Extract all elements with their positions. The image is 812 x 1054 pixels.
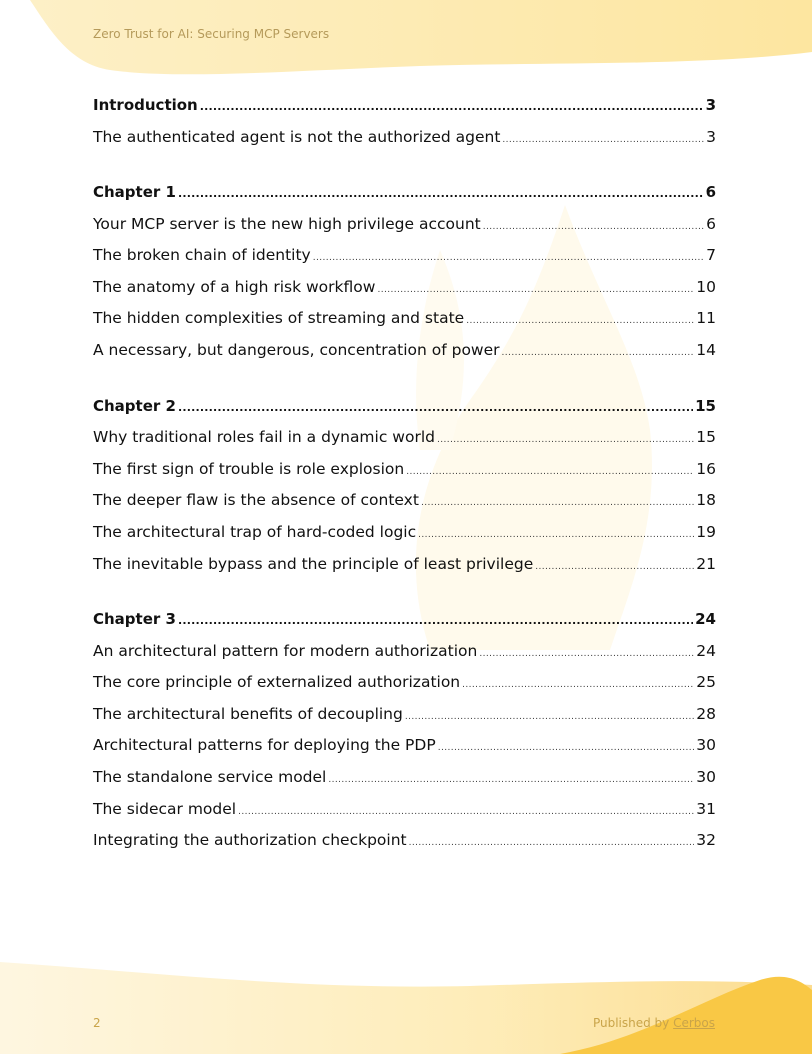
toc-section-entry[interactable] (93, 460, 716, 484)
toc-dot-leader (178, 187, 704, 200)
toc-entry-page: 30 (696, 768, 716, 786)
toc-entry-title: The authenticated agent is not the authorized agent (93, 127, 501, 146)
toc-dot-leader (178, 401, 693, 414)
toc-entry-page: 16 (696, 459, 716, 478)
toc-entry-title: Architectural patterns for deploying the PDP (93, 736, 436, 755)
toc-entry-title: The architectural trap of hard-coded logic (93, 522, 417, 541)
published-by-label: Published by (592, 1016, 670, 1030)
toc-dot-leader (238, 807, 694, 817)
toc-entry-title: Integrating the authorization checkpoint (93, 831, 407, 850)
toc-dot-leader (437, 435, 694, 445)
toc-entry-title: The first sign of trouble is role explosion (93, 459, 405, 478)
toc-entry-page: 24 (696, 641, 716, 660)
toc-dot-leader (418, 530, 694, 540)
toc-dot-leader (466, 316, 694, 326)
toc-entry-page: 3 (705, 96, 716, 114)
toc-dot-leader (479, 649, 694, 659)
publisher-link[interactable]: Cerbos (673, 1016, 715, 1030)
toc-entry-page: 15 (696, 428, 716, 447)
footer-publisher (593, 1016, 715, 1030)
toc-section-entry[interactable] (93, 705, 716, 729)
toc-entry-page: 7 (706, 246, 716, 265)
toc-dot-leader (406, 467, 694, 477)
toc-entry-title: Introduction (93, 96, 198, 114)
toc-dot-leader (502, 348, 695, 358)
toc-entry-title: The core principle of externalized authorization (93, 673, 461, 692)
toc-dot-leader (200, 100, 704, 113)
toc-entry-page: 10 (696, 277, 716, 296)
toc-dot-leader (462, 680, 694, 690)
toc-entry-page: 15 (695, 396, 716, 415)
toc-entry-page: 31 (696, 799, 716, 818)
toc-entry-page: 6 (705, 183, 716, 202)
toc-dot-leader (328, 775, 694, 785)
toc-entry-page: 28 (696, 704, 716, 723)
toc-dot-leader (409, 838, 695, 848)
toc-dot-leader (502, 135, 704, 145)
toc-section-entry[interactable] (93, 341, 716, 365)
toc-entry-title: Why traditional roles fail in a dynamic world (93, 428, 435, 447)
toc-entry-title: The inevitable bypass and the principle of least privilege (93, 554, 534, 573)
toc-section-entry[interactable] (93, 673, 716, 697)
toc-dot-leader (483, 222, 704, 232)
toc-dot-leader (421, 498, 694, 508)
toc-entry-page: 25 (696, 673, 716, 692)
toc-entry-title: The broken chain of identity (93, 246, 311, 265)
toc-entry-title: The standalone service model (93, 768, 327, 786)
table-of-contents (93, 96, 716, 863)
toc-dot-leader (405, 712, 694, 722)
toc-chapter-entry[interactable] (93, 610, 716, 634)
toc-entry-title: The deeper flaw is the absence of context (93, 491, 419, 510)
document-header-title: Zero Trust for AI: Securing MCP Servers (93, 27, 330, 41)
toc-entry-page: 11 (696, 309, 716, 328)
toc-entry-page: 21 (696, 554, 716, 573)
toc-entry-page: 32 (696, 831, 716, 850)
toc-section-entry[interactable] (93, 736, 716, 760)
toc-entry-title: The hidden complexities of streaming and state (93, 309, 465, 328)
toc-section-entry[interactable] (93, 523, 716, 547)
toc-section-entry[interactable] (93, 309, 716, 333)
toc-entry-title: The anatomy of a high risk workflow (93, 277, 376, 296)
toc-section-entry[interactable] (93, 128, 716, 152)
footer-page-number: 2 (93, 1016, 101, 1030)
toc-chapter-entry[interactable] (93, 183, 716, 207)
toc-entry-page: 18 (696, 491, 716, 510)
toc-section-entry[interactable] (93, 831, 716, 855)
toc-section-entry[interactable] (93, 642, 716, 666)
toc-entry-page: 14 (696, 341, 716, 360)
toc-subsection-entry[interactable] (93, 800, 716, 824)
toc-entry-title: Chapter 3 (93, 610, 176, 629)
toc-dot-leader (535, 562, 694, 572)
toc-entry-page: 3 (706, 127, 716, 146)
toc-entry-page: 6 (706, 214, 716, 233)
toc-entry-page: 24 (695, 610, 716, 629)
toc-chapter-entry[interactable] (93, 397, 716, 421)
toc-section-entry[interactable] (93, 278, 716, 302)
toc-section-entry[interactable] (93, 246, 716, 270)
toc-dot-leader (438, 743, 695, 753)
toc-entry-title: Chapter 1 (93, 183, 176, 202)
toc-dot-leader (178, 614, 693, 627)
toc-subsection-entry[interactable] (93, 768, 716, 792)
toc-entry-page: 19 (696, 522, 716, 541)
toc-entry-title: Your MCP server is the new high privilege account (93, 214, 481, 233)
toc-entry-title: Chapter 2 (93, 396, 176, 415)
toc-section-entry[interactable] (93, 428, 716, 452)
toc-dot-leader (313, 253, 704, 263)
toc-entry-title: A necessary, but dangerous, concentration of power (93, 341, 500, 360)
toc-entry-title: An architectural pattern for modern authorization (93, 641, 478, 660)
toc-entry-title: The sidecar model (93, 799, 237, 818)
toc-entry-title: The architectural benefits of decoupling (93, 704, 403, 723)
toc-entry-page: 30 (696, 736, 716, 755)
toc-section-entry[interactable] (93, 215, 716, 239)
toc-section-entry[interactable] (93, 555, 716, 579)
toc-section-entry[interactable] (93, 491, 716, 515)
toc-chapter-entry[interactable] (93, 96, 716, 120)
toc-dot-leader (377, 285, 694, 295)
